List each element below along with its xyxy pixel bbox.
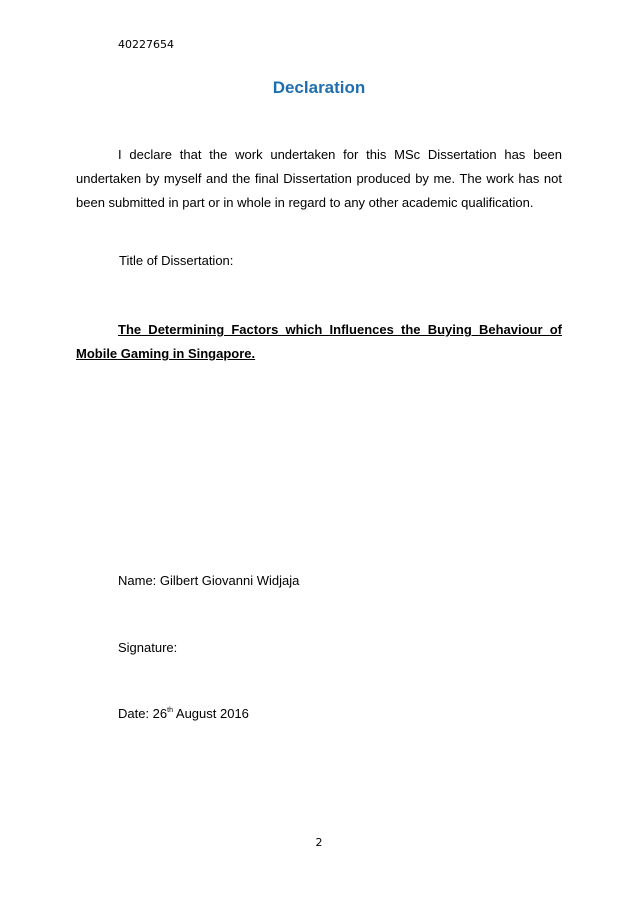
dissertation-title-label: Title of Dissertation: bbox=[119, 253, 234, 268]
document-id: 40227654 bbox=[118, 38, 174, 51]
author-name: Name: Gilbert Giovanni Widjaja bbox=[118, 573, 300, 588]
date-prefix: Date: 26 bbox=[118, 706, 168, 721]
dissertation-title: The Determining Factors which Influences the Buying Behaviour of Mobile Gaming in Singapore. bbox=[76, 322, 562, 361]
date-rest: August 2016 bbox=[173, 706, 249, 721]
date-line bbox=[118, 706, 249, 721]
page-number: 2 bbox=[315, 836, 323, 849]
declaration-paragraph: I declare that the work undertaken for this MSc Dissertation has been undertaken by myself and the final Dissertation produced by me. The work has not been submitted in part or in whole in regard to any other academic qualification. bbox=[76, 147, 562, 210]
signature-label: Signature: bbox=[118, 640, 178, 655]
page-title: Declaration bbox=[272, 78, 366, 97]
date-ordinal-suffix: th bbox=[167, 707, 173, 714]
